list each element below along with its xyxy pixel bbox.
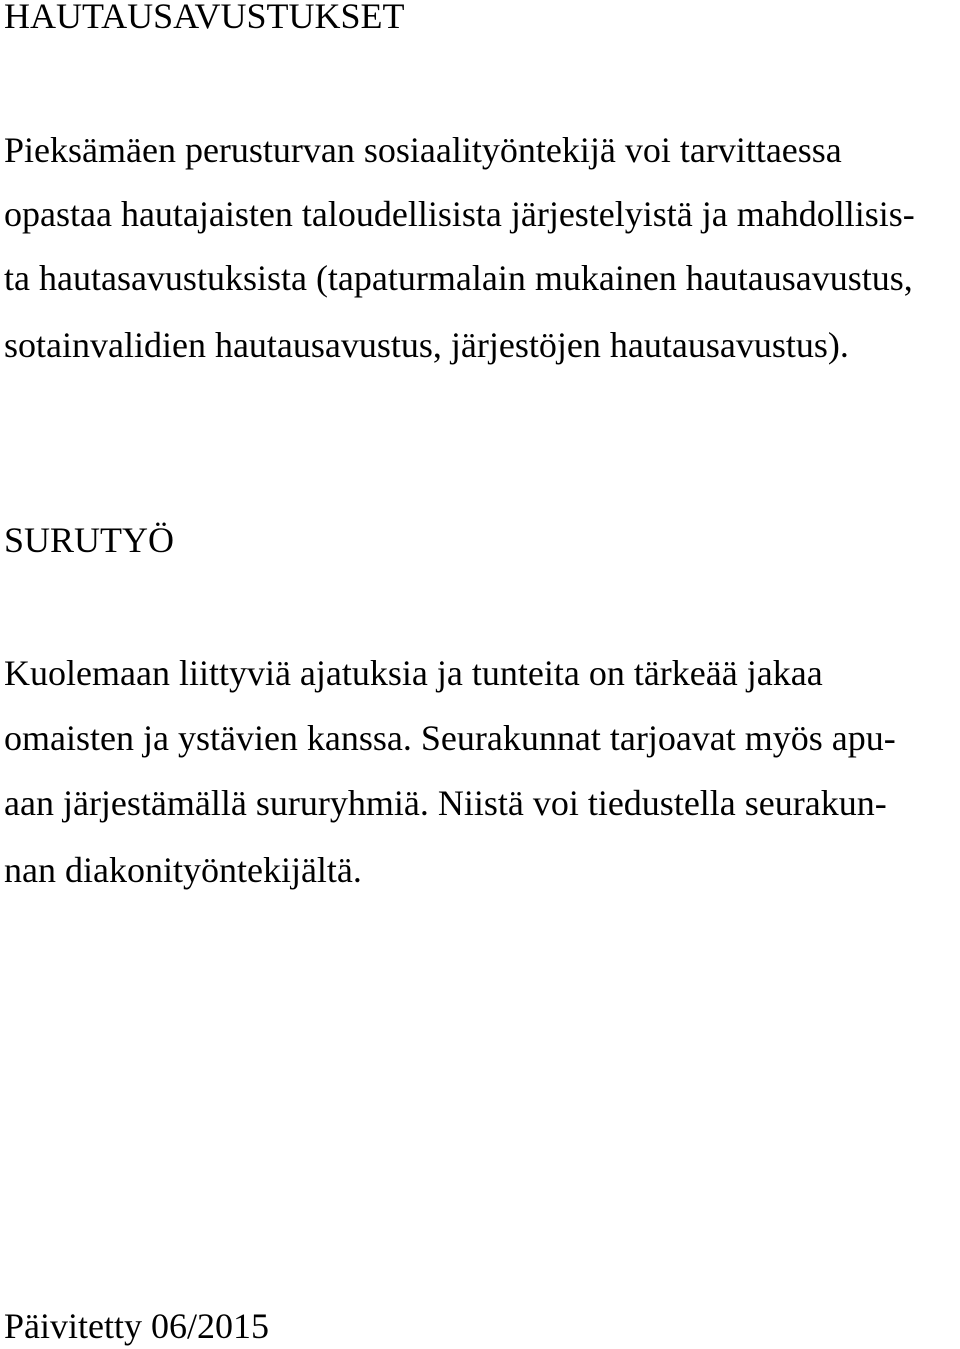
paragraph-line: nan diakonityöntekijältä. — [4, 850, 362, 890]
section-heading-surutyo: SURUTYÖ — [4, 520, 175, 560]
section-heading-hautausavustukset: HAUTAUSAVUSTUKSET — [4, 0, 405, 36]
paragraph-line: aan järjestämällä sururyhmiä. Niistä voi tiedustella seurakun- — [4, 783, 887, 823]
paragraph-line: opastaa hautajaisten taloudellisista järjestelyistä ja mahdollisis- — [4, 194, 915, 234]
paragraph-line: Kuolemaan liittyviä ajatuksia ja tunteita on tärkeää jakaa — [4, 653, 823, 693]
paragraph-line: Pieksämäen perusturvan sosiaalityöntekijä voi tarvittaessa — [4, 130, 842, 170]
updated-date: Päivitetty 06/2015 — [4, 1306, 269, 1346]
paragraph-line: sotainvalidien hautausavustus, järjestöjen hautausavustus). — [4, 325, 849, 365]
paragraph-line: omaisten ja ystävien kanssa. Seurakunnat tarjoavat myös apu- — [4, 718, 896, 758]
paragraph-line: ta hautasavustuksista (tapaturmalain mukainen hautausavustus, — [4, 258, 913, 298]
